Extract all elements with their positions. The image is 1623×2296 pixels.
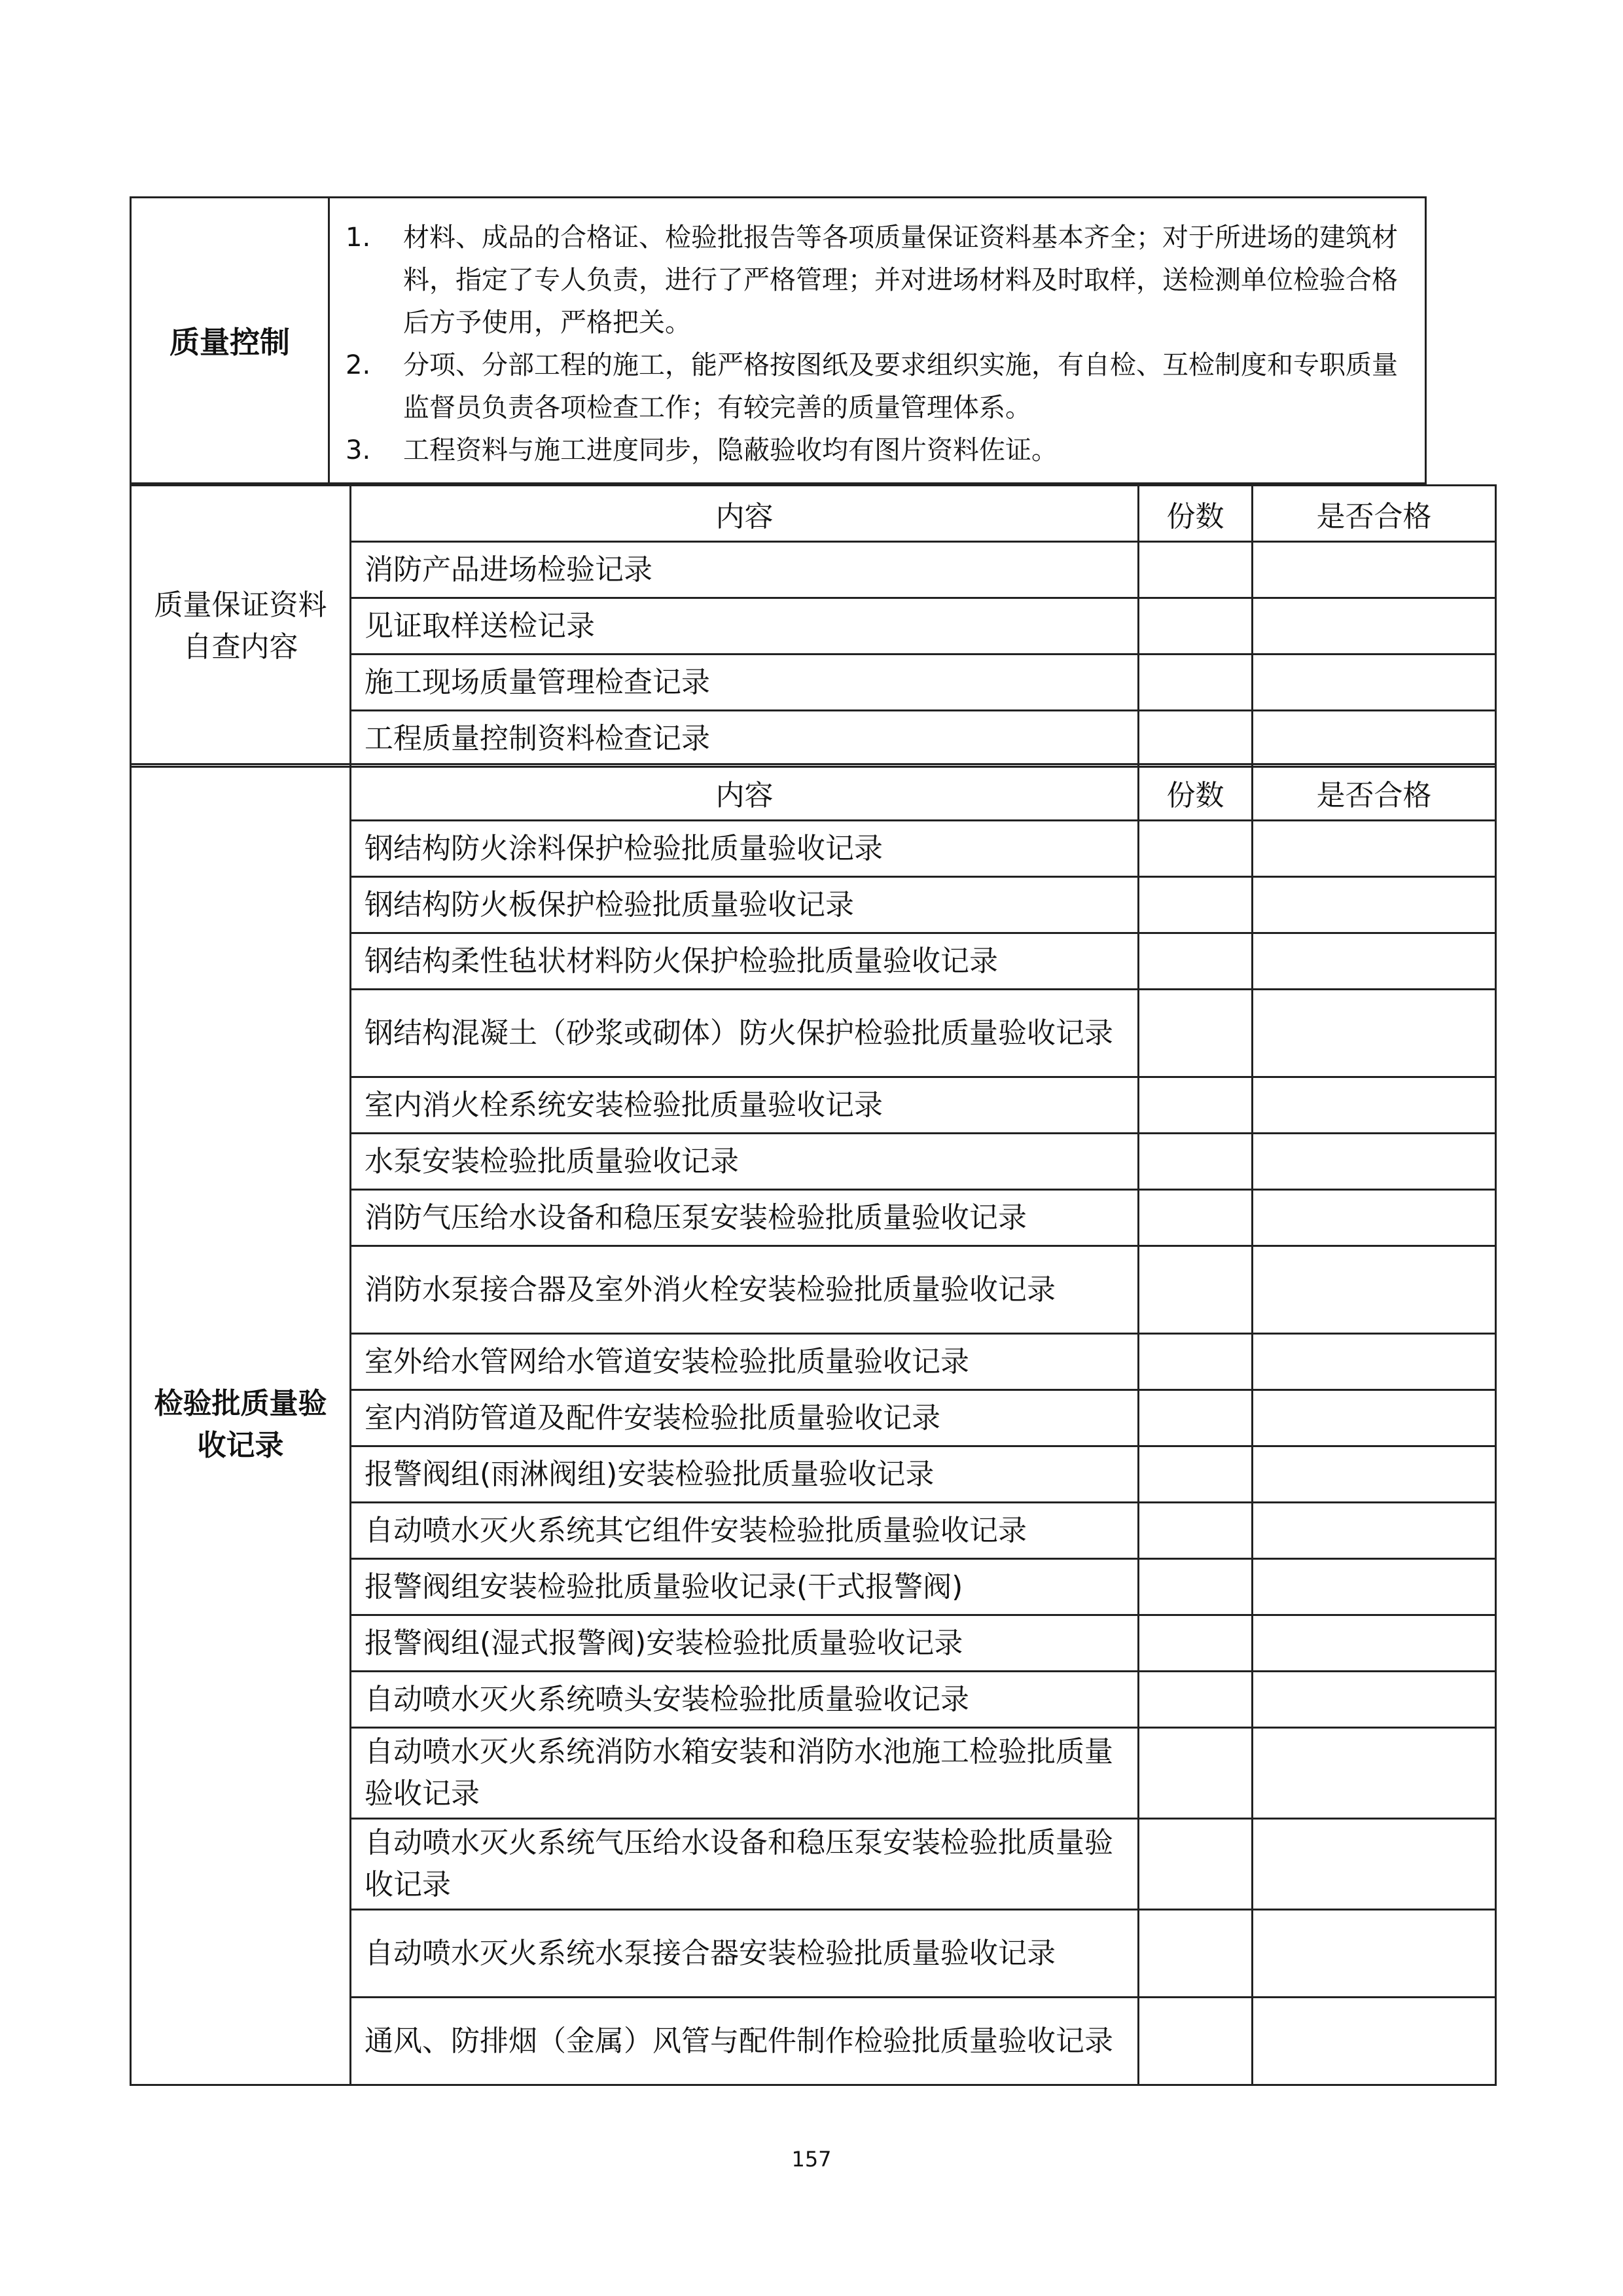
header-qualified: 是否合格 [1253,764,1496,821]
row-qualified-cell[interactable] [1253,1446,1496,1503]
row-content: 自动喷水灭火系统气压给水设备和稳压泵安装检验批质量验收记录 [351,1819,1139,1910]
self-check-table [130,484,1497,768]
row-copies-cell[interactable] [1139,711,1253,767]
row-copies-cell[interactable] [1139,1390,1253,1446]
header-content: 内容 [351,764,1139,821]
row-content: 水泵安装检验批质量验收记录 [351,1134,1139,1190]
row-content: 消防水泵接合器及室外消火栓安装检验批质量验收记录 [351,1246,1139,1334]
list-text: 分项、分部工程的施工，能严格按图纸及要求组织实施，有自检、互检制度和专职质量监督员负责各项检查工作；有较完善的质量管理体系。 [403,350,1398,423]
list-text: 工程资料与施工进度同步，隐蔽验收均有图片资料佐证。 [403,435,1058,465]
page-number: 157 [791,2147,832,2172]
row-copies-cell[interactable] [1139,821,1253,877]
row-content: 室内消火栓系统安装检验批质量验收记录 [351,1077,1139,1134]
row-content: 自动喷水灭火系统水泵接合器安装检验批质量验收记录 [351,1910,1139,1998]
row-copies-cell[interactable] [1139,655,1253,711]
quality-control-item [346,217,1408,344]
list-text: 材料、成品的合格证、检验批报告等各项质量保证资料基本齐全；对于所进场的建筑材料，指定了专人负责，进行了严格管理；并对进场材料及时取样，送检测单位检验合格后方予使用，严格把关。 [403,223,1398,338]
list-number: 3. [346,435,371,465]
row-content: 工程质量控制资料检查记录 [351,711,1139,767]
row-qualified-cell[interactable] [1253,1998,1496,2085]
row-content: 钢结构混凝土（砂浆或砌体）防火保护检验批质量验收记录 [351,990,1139,1077]
row-copies-cell[interactable] [1139,1503,1253,1559]
section-label: 质量保证资料自查内容 [131,486,351,767]
row-qualified-cell[interactable] [1253,1672,1496,1728]
row-copies-cell[interactable] [1139,1819,1253,1910]
row-qualified-cell[interactable] [1253,1615,1496,1672]
row-content: 见证取样送检记录 [351,598,1139,655]
quality-control-item [346,429,1408,472]
table-header-row [131,764,1496,821]
row-content: 室内消防管道及配件安装检验批质量验收记录 [351,1390,1139,1446]
row-copies-cell[interactable] [1139,1559,1253,1615]
row-qualified-cell[interactable] [1253,1910,1496,1998]
header-copies: 份数 [1139,764,1253,821]
table-header-row [131,486,1496,542]
row-qualified-cell[interactable] [1253,1077,1496,1134]
row-qualified-cell[interactable] [1253,711,1496,767]
row-copies-cell[interactable] [1139,1246,1253,1334]
inspection-table [130,763,1497,2086]
row-qualified-cell[interactable] [1253,1728,1496,1819]
row-copies-cell[interactable] [1139,1134,1253,1190]
row-content: 自动喷水灭火系统消防水箱安装和消防水池施工检验批质量验收记录 [351,1728,1139,1819]
row-copies-cell[interactable] [1139,598,1253,655]
row-content: 报警阀组安装检验批质量验收记录(干式报警阀) [351,1559,1139,1615]
row-content: 自动喷水灭火系统喷头安装检验批质量验收记录 [351,1672,1139,1728]
row-qualified-cell[interactable] [1253,1134,1496,1190]
row-qualified-cell[interactable] [1253,1334,1496,1390]
row-content: 报警阀组(雨淋阀组)安装检验批质量验收记录 [351,1446,1139,1503]
quality-control-item [346,344,1408,429]
row-qualified-cell[interactable] [1253,821,1496,877]
row-content: 消防产品进场检验记录 [351,542,1139,598]
row-qualified-cell[interactable] [1253,1819,1496,1910]
row-content: 钢结构防火涂料保护检验批质量验收记录 [351,821,1139,877]
row-content: 室外给水管网给水管道安装检验批质量验收记录 [351,1334,1139,1390]
row-qualified-cell[interactable] [1253,1390,1496,1446]
row-content: 钢结构防火板保护检验批质量验收记录 [351,877,1139,933]
row-copies-cell[interactable] [1139,1910,1253,1998]
row-copies-cell[interactable] [1139,877,1253,933]
row-content: 消防气压给水设备和稳压泵安装检验批质量验收记录 [351,1190,1139,1246]
header-copies: 份数 [1139,486,1253,542]
list-number: 1. [346,223,371,253]
row-qualified-cell[interactable] [1253,933,1496,990]
list-number: 2. [346,350,371,380]
header-qualified: 是否合格 [1253,486,1496,542]
row-copies-cell[interactable] [1139,990,1253,1077]
quality-control-label: 质量控制 [132,198,330,482]
row-copies-cell[interactable] [1139,542,1253,598]
header-content: 内容 [351,486,1139,542]
row-copies-cell[interactable] [1139,1728,1253,1819]
row-qualified-cell[interactable] [1253,1246,1496,1334]
section-label: 检验批质量验收记录 [131,764,351,2085]
row-copies-cell[interactable] [1139,1998,1253,2085]
row-copies-cell[interactable] [1139,1190,1253,1246]
row-copies-cell[interactable] [1139,1334,1253,1390]
row-qualified-cell[interactable] [1253,655,1496,711]
row-content: 自动喷水灭火系统其它组件安装检验批质量验收记录 [351,1503,1139,1559]
row-qualified-cell[interactable] [1253,598,1496,655]
row-content: 报警阀组(湿式报警阀)安装检验批质量验收记录 [351,1615,1139,1672]
row-qualified-cell[interactable] [1253,1190,1496,1246]
row-content: 通风、防排烟（金属）风管与配件制作检验批质量验收记录 [351,1998,1139,2085]
row-copies-cell[interactable] [1139,933,1253,990]
row-qualified-cell[interactable] [1253,990,1496,1077]
row-copies-cell[interactable] [1139,1615,1253,1672]
row-qualified-cell[interactable] [1253,542,1496,598]
row-copies-cell[interactable] [1139,1446,1253,1503]
row-copies-cell[interactable] [1139,1077,1253,1134]
row-qualified-cell[interactable] [1253,877,1496,933]
row-copies-cell[interactable] [1139,1672,1253,1728]
row-content: 施工现场质量管理检查记录 [351,655,1139,711]
row-qualified-cell[interactable] [1253,1503,1496,1559]
quality-control-list [330,198,1425,482]
row-content: 钢结构柔性毡状材料防火保护检验批质量验收记录 [351,933,1139,990]
quality-control-section [130,196,1427,484]
row-qualified-cell[interactable] [1253,1559,1496,1615]
